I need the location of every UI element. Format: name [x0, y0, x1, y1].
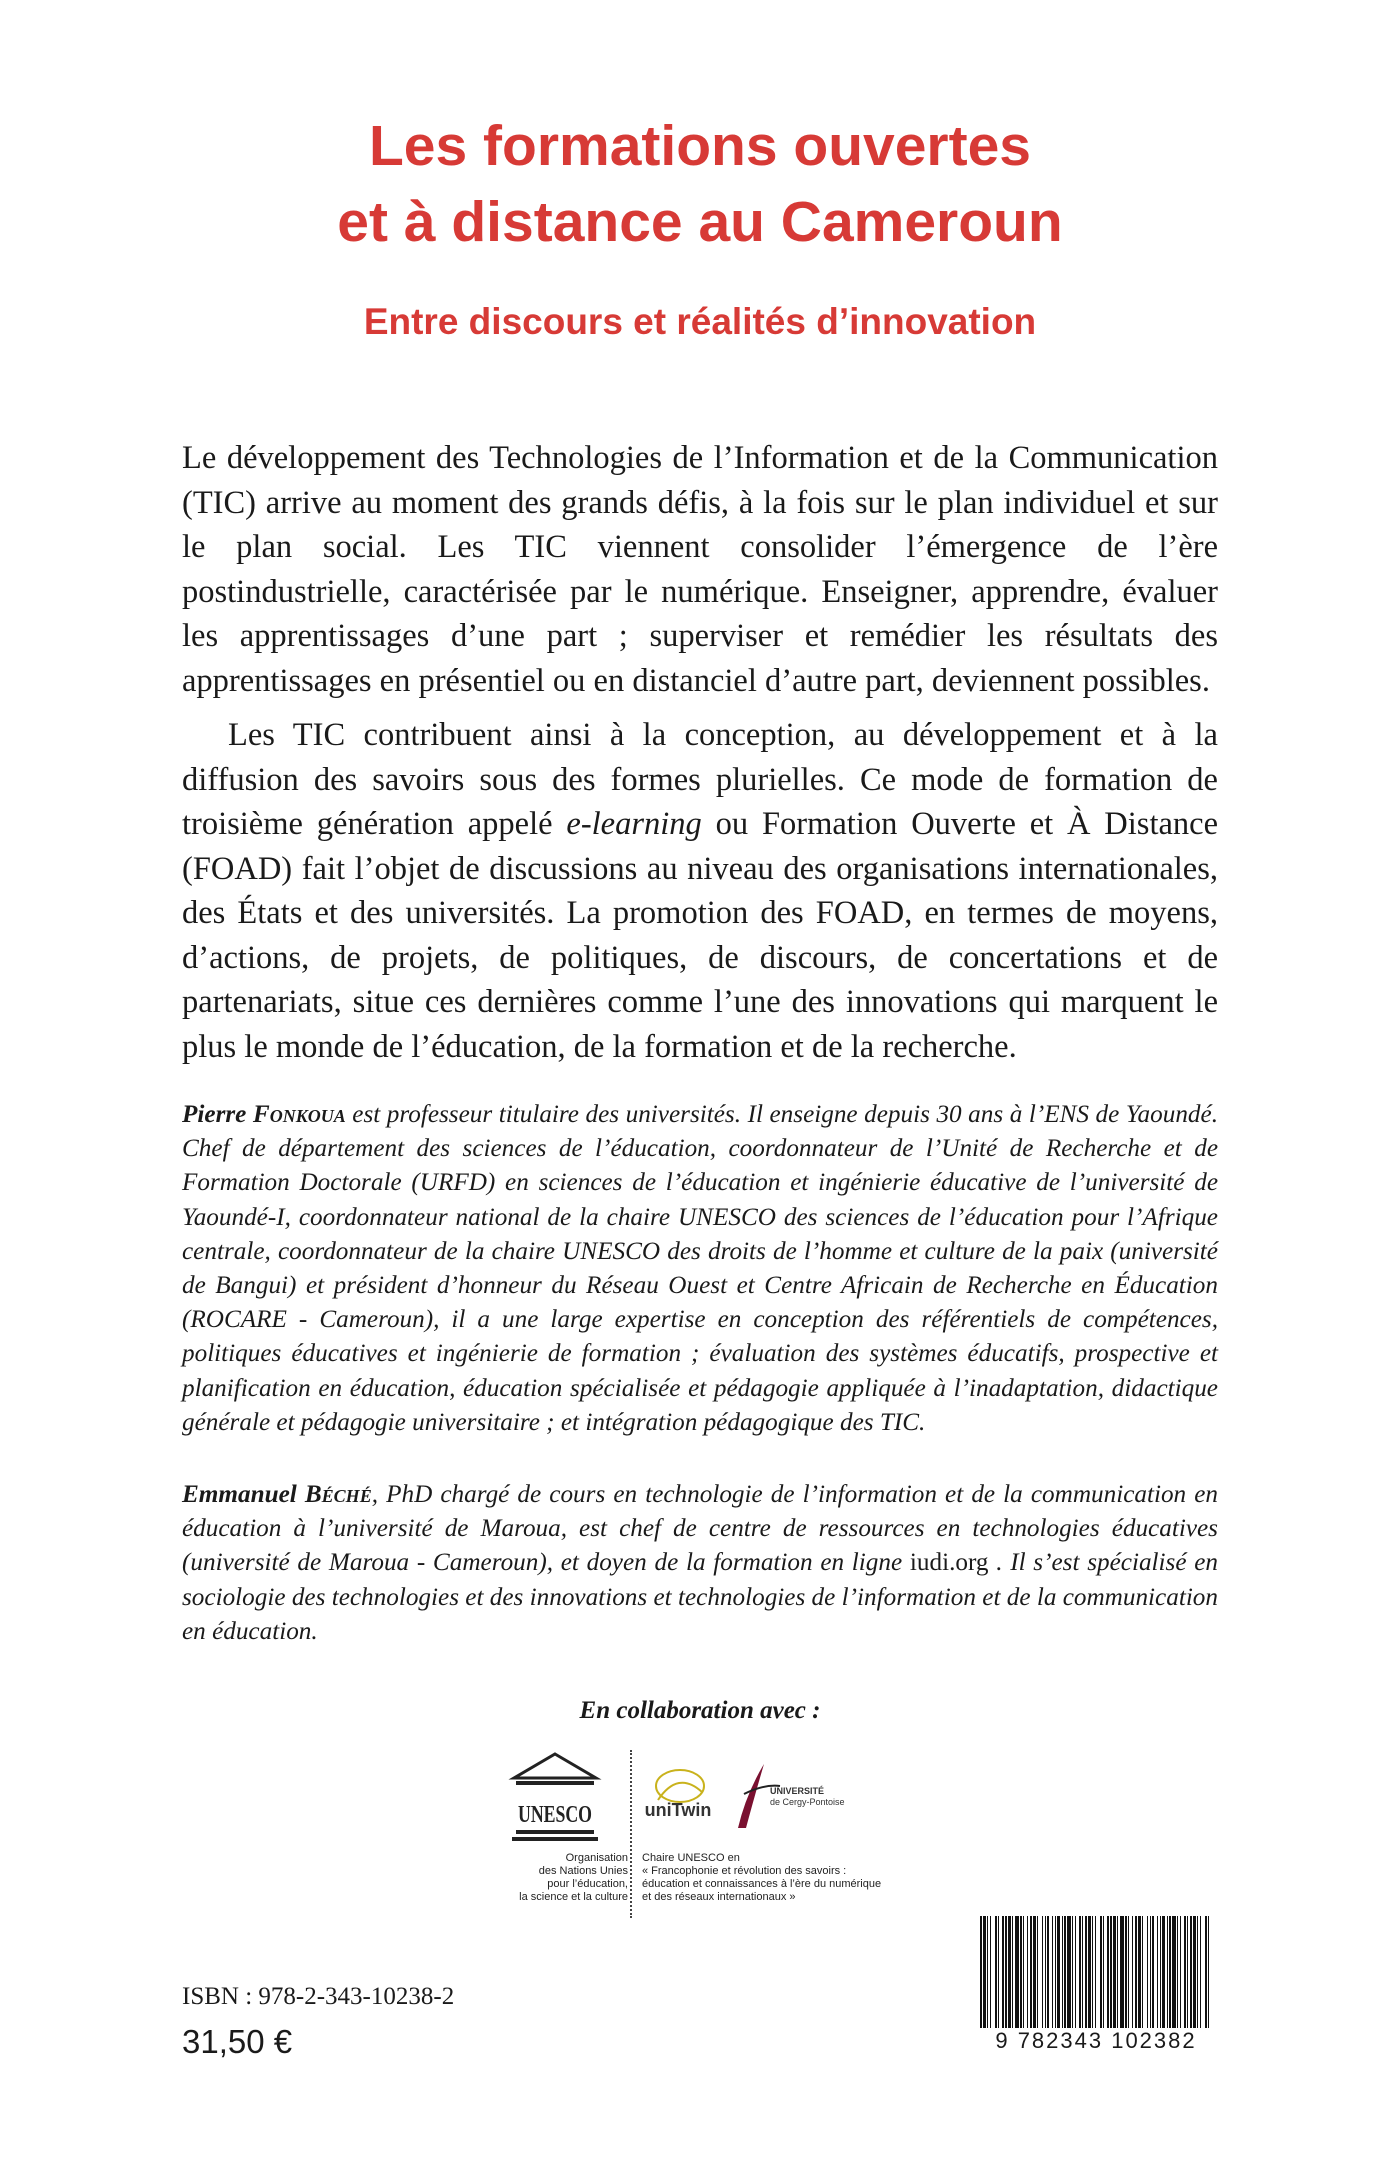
author-bio-text-start: , PhD chargé de cours en technologie de l’information et de la communication en éducation à l’université de Maroua, est chef de centre de ressources en technologies éducatives (université de Maroua - Cameroun), et doyen de la formation en ligne	[182, 1481, 1219, 1577]
summary-paragraph-2-end: ou Formation Ouverte et À Distance (FOAD) fait l’objet de discussions au niveau des organisations internationales, des États et des universités. La promotion des FOAD, en termes de moyens, d’actions, de projets, de politiques, de discours, de concertations et de partenariats, situe ces dernières comme l’une des innovations qui marquent le plus le monde de l’éducation, de la formation et de la recherche.	[182, 806, 1218, 1065]
book-subtitle: Entre discours et réalités d’innovation	[363, 301, 1037, 342]
author-bio-text-end: . Il s’est spécialisé en sociologie des technologies et des innovations et technologies de l’information et de la communication en éducation.	[182, 1549, 1218, 1645]
unitwin-logo-word: uniTwin	[644, 1800, 712, 1820]
isbn: ISBN : 978-2-343-10238-2	[182, 1983, 455, 2010]
author-first-name: Pierre	[182, 1101, 247, 1128]
price: 31,50 €	[182, 2023, 293, 2060]
back-cover-summary	[182, 436, 1218, 1069]
book-title-line-2: et à distance au Cameroun	[337, 190, 1063, 254]
cergy-pontoise-logo-icon	[724, 1754, 864, 1834]
author-first-name: Emmanuel	[182, 1481, 297, 1508]
unesco-logo-word: UNESCO	[518, 1802, 592, 1828]
book-title	[0, 108, 1400, 260]
partner-logos	[480, 1750, 940, 1920]
unesco-caption: Organisation des Nations Unies pour l’éducation, la science et la culture	[519, 1852, 628, 1903]
unitwin-logo-icon	[638, 1764, 718, 1834]
website-link[interactable]: iudi.org	[909, 1549, 989, 1577]
cergy-line-1: UNIVERSITÉ	[770, 1786, 825, 1796]
book-title-line-1: Les formations ouvertes	[368, 114, 1031, 178]
barcode-digits: 9 782343 102382	[976, 2028, 1216, 2054]
cergy-line-2: de Cergy-Pontoise	[770, 1797, 845, 1807]
e-learning-term: e-learning	[566, 806, 702, 842]
unesco-logo-icon	[510, 1750, 600, 1845]
barcode-icon	[976, 1916, 1216, 2028]
author-last-name: Béché	[304, 1481, 372, 1508]
summary-paragraph-2	[182, 713, 1218, 1069]
author-bio-text: est professeur titulaire des universités. Il enseigne depuis 30 ans à l’ENS de Yaoundé. Chef de département des sciences de l’éducation, coordonnateur de l’Unité de Recherche et de Formation Doctorale (URFD) en sciences de l’éducation et ingénierie éducative de l’université de Yaoundé-I, coordonnateur national de la chaire UNESCO des sciences de l’éducation pour l’Afrique centrale, coordonnateur de la chaire UNESCO des droits de l’homme et culture de la paix (université de Bangui) et président d’honneur du Réseau Ouest et Centre Africain de Recherche en Éducation (ROCARE - Cameroun), il a une large expertise en conception des référentiels de compétences, politiques éducatives et ingénierie de formation ; évaluation des systèmes éducatifs, prospective et planification en éducation, éducation spécialisée et pédagogie appliquée à l’inadaptation, didactique générale et pédagogie universitaire ; et intégration pédagogique des TIC.	[182, 1101, 1218, 1436]
logo-divider	[630, 1750, 632, 1918]
collaboration-label: En collaboration avec :	[579, 1697, 821, 1724]
summary-paragraph-1: Le développement des Technologies de l’Information et de la Communication (TIC) arrive au moment des grands défis, à la fois sur le plan individuel et sur le plan social. Les TIC viennent consolider l’émergence de l’ère postindustrielle, caractérisée par le numérique. Enseigner, apprendre, évaluer les apprentissages d’une part ; superviser et remédier les résultats des apprentissages en présentiel ou en distanciel d’autre part, deviennent possibles.	[182, 440, 1218, 699]
chaire-unesco-caption: Chaire UNESCO en « Francophonie et révolution des savoirs : éducation et connaissances à l’ère du numérique et des réseaux internationaux »	[642, 1852, 882, 1903]
author-bio-beche	[182, 1478, 1218, 1649]
author-bio-fonkoua	[182, 1098, 1218, 1440]
summary-paragraph-2-start: Les TIC contribuent ainsi à la conception, au développement et à la diffusion des savoirs sous des formes plurielles. Ce mode de formation de troisième génération appelé	[182, 717, 1218, 842]
author-last-name: Fonkoua	[252, 1101, 346, 1128]
